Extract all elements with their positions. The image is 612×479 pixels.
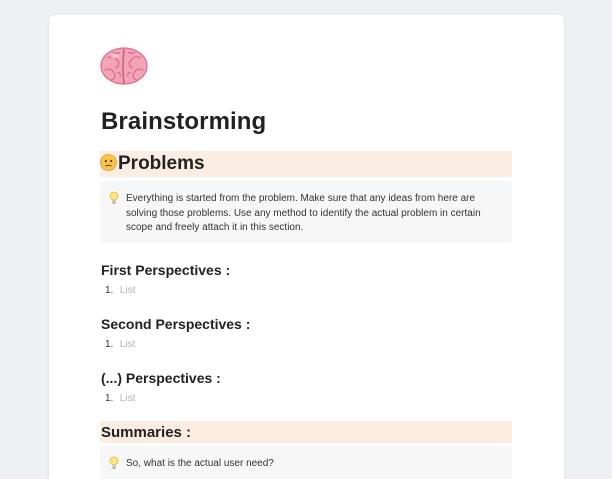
- lightbulb-icon: [109, 191, 119, 205]
- confused-face-icon: [100, 154, 117, 171]
- list-placeholder: List: [119, 393, 136, 404]
- problems-heading-text: Problems: [118, 153, 205, 174]
- problems-heading[interactable]: [100, 151, 512, 177]
- first-perspectives-heading[interactable]: First Perspectives :: [101, 262, 231, 278]
- summaries-heading[interactable]: Summaries :: [100, 421, 512, 443]
- page-title[interactable]: Brainstorming: [101, 108, 267, 135]
- list-number: 1.: [105, 393, 114, 404]
- problems-callout[interactable]: [100, 181, 512, 243]
- brain-icon[interactable]: [99, 43, 149, 89]
- summaries-callout-text: So, what is the actual user need?: [126, 458, 274, 469]
- list-placeholder: List: [119, 339, 136, 350]
- list-item[interactable]: [105, 285, 135, 296]
- list-item[interactable]: [105, 339, 135, 350]
- list-item[interactable]: [105, 393, 135, 404]
- document-page: [49, 15, 564, 479]
- second-perspectives-heading[interactable]: Second Perspectives :: [101, 316, 251, 332]
- list-number: 1.: [105, 285, 114, 296]
- summaries-callout[interactable]: [100, 446, 512, 479]
- problems-callout-text: Everything is started from the problem. Make sure that any ideas from here are solving those problems. Use any method to identify the actual problem in certain scope and freely attach it in this section.: [126, 193, 481, 233]
- list-number: 1.: [105, 339, 114, 350]
- lightbulb-icon: [109, 456, 119, 470]
- list-placeholder: List: [119, 285, 136, 296]
- more-perspectives-heading[interactable]: (...) Perspectives :: [101, 370, 221, 386]
